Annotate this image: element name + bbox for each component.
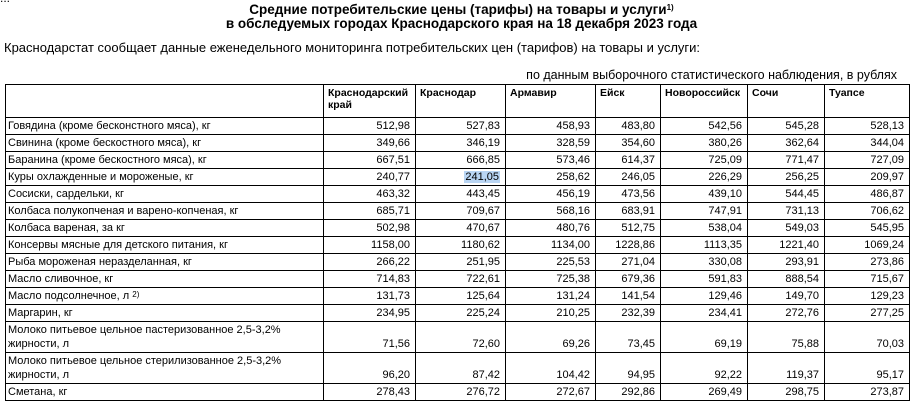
column-header: Ейск xyxy=(596,85,661,118)
price-value: 75,88 xyxy=(791,338,819,350)
price-value: 470,67 xyxy=(466,221,500,234)
price-cell xyxy=(506,169,596,186)
price-cell xyxy=(324,322,416,353)
price-value: 549,03 xyxy=(785,221,819,234)
product-name-text: Масло подсолнечное, л xyxy=(8,289,130,302)
column-header: Армавир xyxy=(506,85,596,118)
price-cell xyxy=(324,203,416,220)
price-cell xyxy=(416,271,506,288)
price-cell xyxy=(416,237,506,254)
price-value: 443,45 xyxy=(466,187,500,200)
price-cell xyxy=(506,384,596,401)
price-cell xyxy=(596,237,661,254)
price-value: 512,75 xyxy=(621,221,655,234)
price-cell xyxy=(506,152,596,169)
header-blank xyxy=(6,85,324,118)
price-cell xyxy=(596,254,661,271)
column-header: Туапсе xyxy=(825,85,910,118)
price-value: 349,66 xyxy=(376,136,410,149)
price-cell xyxy=(506,135,596,152)
price-value: 129,23 xyxy=(870,289,904,302)
price-value: 269,49 xyxy=(708,385,742,398)
price-cell xyxy=(825,254,910,271)
table-row xyxy=(6,186,910,203)
price-value: 272,76 xyxy=(785,306,819,319)
product-name-text: Свинина (кроме бескостного мяса), кг xyxy=(8,136,202,149)
product-name xyxy=(6,271,324,288)
price-cell xyxy=(506,186,596,203)
price-value: 344,04 xyxy=(870,136,904,149)
price-value: 528,13 xyxy=(870,119,904,132)
price-value: 679,36 xyxy=(621,272,655,285)
price-value: 568,16 xyxy=(556,204,590,217)
price-cell xyxy=(748,135,825,152)
price-cell xyxy=(324,220,416,237)
product-name-text: Маргарин, кг xyxy=(8,306,73,319)
table-row xyxy=(6,271,910,288)
product-name xyxy=(6,237,324,254)
product-name xyxy=(6,186,324,203)
price-cell xyxy=(506,322,596,353)
title-footnote-mark: 1) xyxy=(666,3,674,12)
price-cell xyxy=(748,169,825,186)
product-name-text: Куры охлажденные и мороженые, кг xyxy=(8,170,194,183)
price-value: 225,53 xyxy=(556,255,590,268)
product-name xyxy=(6,220,324,237)
price-cell xyxy=(324,353,416,384)
price-cell xyxy=(748,271,825,288)
price-cell xyxy=(324,271,416,288)
table-row xyxy=(6,152,910,169)
product-name-text: Масло сливочное, кг xyxy=(8,272,114,285)
price-cell xyxy=(416,254,506,271)
price-cell xyxy=(748,384,825,401)
price-cell xyxy=(661,152,748,169)
price-cell xyxy=(596,384,661,401)
price-cell xyxy=(416,288,506,305)
price-cell xyxy=(748,203,825,220)
product-name-text: Колбаса полукопченая и варено-копченая, кг xyxy=(8,204,239,217)
product-name xyxy=(6,384,324,401)
price-value: 129,46 xyxy=(708,289,742,302)
product-name xyxy=(6,169,324,186)
price-table xyxy=(5,84,910,401)
price-cell xyxy=(596,169,661,186)
price-value: 722,61 xyxy=(466,272,500,285)
product-name-text: Молоко питьевое цельное стерилизованное 2,5-3,2% жирности, л xyxy=(8,355,282,381)
price-value: 251,95 xyxy=(466,255,500,268)
price-cell xyxy=(416,118,506,135)
table-row xyxy=(6,203,910,220)
price-cell xyxy=(596,152,661,169)
price-value: 683,91 xyxy=(621,204,655,217)
price-cell xyxy=(324,305,416,322)
price-cell xyxy=(825,220,910,237)
price-cell xyxy=(661,203,748,220)
price-value: 456,19 xyxy=(556,187,590,200)
column-header: Новороссийск xyxy=(661,85,748,118)
product-name xyxy=(6,254,324,271)
price-value: 1134,00 xyxy=(551,238,590,251)
price-cell xyxy=(596,288,661,305)
price-value: 273,86 xyxy=(870,255,904,268)
price-value: 241,05 xyxy=(465,170,499,183)
price-value: 131,24 xyxy=(556,289,590,302)
price-value: 69,26 xyxy=(562,338,590,350)
price-cell xyxy=(661,118,748,135)
price-cell xyxy=(825,288,910,305)
product-name xyxy=(6,288,324,305)
price-value: 276,72 xyxy=(466,385,500,398)
price-value: 731,13 xyxy=(785,204,819,217)
price-cell xyxy=(825,384,910,401)
price-cell xyxy=(825,353,910,384)
price-cell xyxy=(324,384,416,401)
price-value: 125,64 xyxy=(466,289,500,302)
price-cell xyxy=(661,322,748,353)
price-value: 277,25 xyxy=(870,306,904,319)
price-cell xyxy=(748,353,825,384)
price-cell xyxy=(825,322,910,353)
price-value: 96,20 xyxy=(382,369,410,381)
product-name xyxy=(6,118,324,135)
price-value: 266,22 xyxy=(376,255,410,268)
price-value: 725,09 xyxy=(708,153,742,166)
price-value: 591,83 xyxy=(708,272,742,285)
table-row xyxy=(6,384,910,401)
price-cell xyxy=(596,271,661,288)
price-value: 209,97 xyxy=(870,170,904,183)
price-cell xyxy=(416,186,506,203)
price-cell xyxy=(596,203,661,220)
price-cell xyxy=(825,169,910,186)
product-name-text: Баранина (кроме бескостного мяса), кг xyxy=(8,153,207,166)
price-cell xyxy=(506,288,596,305)
product-name-text: Консервы мясные для детского питания, кг xyxy=(8,238,228,251)
product-name-text: Сметана, кг xyxy=(8,385,68,398)
price-value: 1069,24 xyxy=(864,238,904,251)
price-value: 70,03 xyxy=(876,338,904,350)
price-value: 538,04 xyxy=(708,221,742,234)
table-row xyxy=(6,169,910,186)
price-cell xyxy=(506,118,596,135)
price-cell xyxy=(506,305,596,322)
price-value: 527,83 xyxy=(466,119,500,132)
price-cell xyxy=(661,384,748,401)
price-cell xyxy=(324,288,416,305)
price-value: 298,75 xyxy=(785,385,819,398)
price-cell xyxy=(748,118,825,135)
column-header: Краснодарский край xyxy=(324,85,416,118)
table-header-row xyxy=(6,85,910,118)
price-cell xyxy=(748,237,825,254)
price-cell xyxy=(416,353,506,384)
price-cell xyxy=(324,118,416,135)
price-cell xyxy=(596,135,661,152)
price-value: 234,41 xyxy=(708,306,742,319)
price-value: 771,47 xyxy=(785,153,819,166)
price-value: 706,62 xyxy=(870,204,904,217)
price-value: 715,67 xyxy=(870,272,904,285)
price-cell xyxy=(825,135,910,152)
price-value: 542,56 xyxy=(708,119,742,132)
price-value: 545,95 xyxy=(870,221,904,234)
intro-paragraph: Краснодарстат сообщает данные еженедельного мониторинга потребительских цен (тарифов) на товары и услуги: xyxy=(4,40,701,55)
price-cell xyxy=(506,353,596,384)
price-cell xyxy=(416,169,506,186)
price-value: 573,46 xyxy=(556,153,590,166)
product-name-text: Говядина (кроме бесконстного мяса), кг xyxy=(8,119,211,132)
price-value: 685,71 xyxy=(376,204,410,217)
price-cell xyxy=(324,237,416,254)
price-value: 69,19 xyxy=(714,338,742,350)
price-value: 545,28 xyxy=(785,119,819,132)
price-cell xyxy=(596,322,661,353)
table-row xyxy=(6,135,910,152)
table-row xyxy=(6,237,910,254)
price-cell xyxy=(661,254,748,271)
price-value: 463,32 xyxy=(376,187,410,200)
price-value: 1228,86 xyxy=(615,238,655,251)
column-header: Краснодар xyxy=(416,85,506,118)
price-cell xyxy=(506,220,596,237)
price-value: 272,67 xyxy=(556,385,590,398)
price-cell xyxy=(661,271,748,288)
price-value: 94,95 xyxy=(627,369,655,381)
price-cell xyxy=(416,152,506,169)
price-value: 240,77 xyxy=(376,170,410,183)
price-value: 747,91 xyxy=(708,204,742,217)
price-cell xyxy=(416,305,506,322)
price-cell xyxy=(748,152,825,169)
price-value: 73,45 xyxy=(627,338,655,350)
price-value: 141,54 xyxy=(621,289,655,302)
title-text: Средние потребительские цены (тарифы) на товары и услуги xyxy=(249,2,667,17)
price-value: 502,98 xyxy=(376,221,410,234)
price-cell xyxy=(748,288,825,305)
price-value: 292,86 xyxy=(621,385,655,398)
table-row xyxy=(6,353,910,384)
product-name xyxy=(6,152,324,169)
price-value: 380,26 xyxy=(708,136,742,149)
price-cell xyxy=(825,152,910,169)
price-cell xyxy=(596,305,661,322)
price-value: 439,10 xyxy=(708,187,742,200)
price-value: 354,60 xyxy=(621,136,655,149)
price-cell xyxy=(506,237,596,254)
price-value: 104,42 xyxy=(556,369,590,381)
price-value: 709,67 xyxy=(466,204,500,217)
price-cell xyxy=(748,322,825,353)
table-row xyxy=(6,220,910,237)
price-value: 232,39 xyxy=(621,306,655,319)
price-value: 72,60 xyxy=(472,338,500,350)
price-cell xyxy=(748,305,825,322)
price-value: 614,37 xyxy=(621,153,655,166)
table-row xyxy=(6,305,910,322)
table-row xyxy=(6,322,910,353)
price-value: 149,70 xyxy=(785,289,819,302)
price-cell xyxy=(825,271,910,288)
price-cell xyxy=(416,203,506,220)
price-cell xyxy=(416,220,506,237)
price-value: 666,85 xyxy=(466,153,500,166)
price-cell xyxy=(661,169,748,186)
price-value: 226,29 xyxy=(708,170,742,183)
price-value: 725,38 xyxy=(556,272,590,285)
price-value: 512,98 xyxy=(376,119,410,132)
column-header: Сочи xyxy=(748,85,825,118)
price-cell xyxy=(825,118,910,135)
table-row xyxy=(6,288,910,305)
price-value: 1158,00 xyxy=(371,238,410,251)
price-value: 458,93 xyxy=(556,119,590,132)
unit-note: по данным выборочного статистического наблюдения, в рублях xyxy=(526,68,897,82)
price-cell xyxy=(596,118,661,135)
price-value: 1180,62 xyxy=(461,238,500,251)
price-value: 225,24 xyxy=(466,306,500,319)
price-cell xyxy=(506,254,596,271)
price-value: 667,51 xyxy=(376,153,410,166)
price-cell xyxy=(416,384,506,401)
product-name xyxy=(6,305,324,322)
price-cell xyxy=(506,271,596,288)
price-cell xyxy=(324,186,416,203)
product-name-text: Рыба мороженая неразделанная, кг xyxy=(8,255,192,268)
page-title-line1 xyxy=(0,2,923,17)
price-value: 273,87 xyxy=(870,385,904,398)
price-value: 328,59 xyxy=(556,136,590,149)
price-value: 246,05 xyxy=(621,170,655,183)
product-name-text: Колбаса вареная, за кг xyxy=(8,221,125,234)
price-value: 258,62 xyxy=(556,170,590,183)
product-name-text: Молоко питьевое цельное пастеризованное 2,5-3,2% жирности, л xyxy=(8,324,281,350)
price-cell xyxy=(661,353,748,384)
price-value: 480,76 xyxy=(556,221,590,234)
product-name xyxy=(6,353,324,384)
product-name xyxy=(6,135,324,152)
price-value: 210,25 xyxy=(556,306,590,319)
price-cell xyxy=(661,186,748,203)
price-value: 87,42 xyxy=(472,369,500,381)
price-value: 714,83 xyxy=(376,272,410,285)
price-cell xyxy=(661,220,748,237)
price-value: 293,91 xyxy=(785,255,819,268)
price-value: 271,04 xyxy=(621,255,655,268)
price-cell xyxy=(324,254,416,271)
price-value: 483,80 xyxy=(621,119,655,132)
price-cell xyxy=(324,169,416,186)
table-row xyxy=(6,254,910,271)
product-name xyxy=(6,322,324,353)
price-cell xyxy=(825,186,910,203)
price-cell xyxy=(748,220,825,237)
price-value: 473,56 xyxy=(621,187,655,200)
price-value: 1113,35 xyxy=(703,238,742,251)
product-name-text: Сосиски, сардельки, кг xyxy=(8,187,124,200)
price-value: 888,54 xyxy=(785,272,819,285)
price-cell xyxy=(825,237,910,254)
price-value: 278,43 xyxy=(376,385,410,398)
price-cell xyxy=(324,152,416,169)
price-value: 330,08 xyxy=(708,255,742,268)
price-value: 234,95 xyxy=(376,306,410,319)
price-value: 92,22 xyxy=(714,369,742,381)
price-value: 346,19 xyxy=(466,136,500,149)
price-value: 256,25 xyxy=(785,170,819,183)
table-row xyxy=(6,118,910,135)
price-cell xyxy=(661,135,748,152)
footnote-mark: 2) xyxy=(132,289,140,299)
price-value: 486,87 xyxy=(870,187,904,200)
price-value: 727,09 xyxy=(870,153,904,166)
page-title-line2: в обследуемых городах Краснодарского края на 18 декабря 2023 года xyxy=(225,16,698,31)
price-cell xyxy=(596,220,661,237)
price-value: 71,56 xyxy=(382,338,410,350)
table-body xyxy=(6,118,910,401)
price-cell xyxy=(661,305,748,322)
price-cell xyxy=(506,203,596,220)
price-value: 1221,40 xyxy=(779,238,819,251)
price-cell xyxy=(661,288,748,305)
price-value: 95,17 xyxy=(876,369,904,381)
price-cell xyxy=(748,186,825,203)
price-cell xyxy=(416,322,506,353)
price-value: 544,45 xyxy=(785,187,819,200)
price-cell xyxy=(825,203,910,220)
price-cell xyxy=(661,237,748,254)
price-cell xyxy=(596,186,661,203)
price-value: 362,64 xyxy=(785,136,819,149)
price-value: 131,73 xyxy=(376,289,410,302)
price-cell xyxy=(416,135,506,152)
product-name xyxy=(6,203,324,220)
price-cell xyxy=(748,254,825,271)
price-value: 119,37 xyxy=(786,369,819,381)
price-cell xyxy=(825,305,910,322)
price-cell xyxy=(596,353,661,384)
price-cell xyxy=(324,135,416,152)
